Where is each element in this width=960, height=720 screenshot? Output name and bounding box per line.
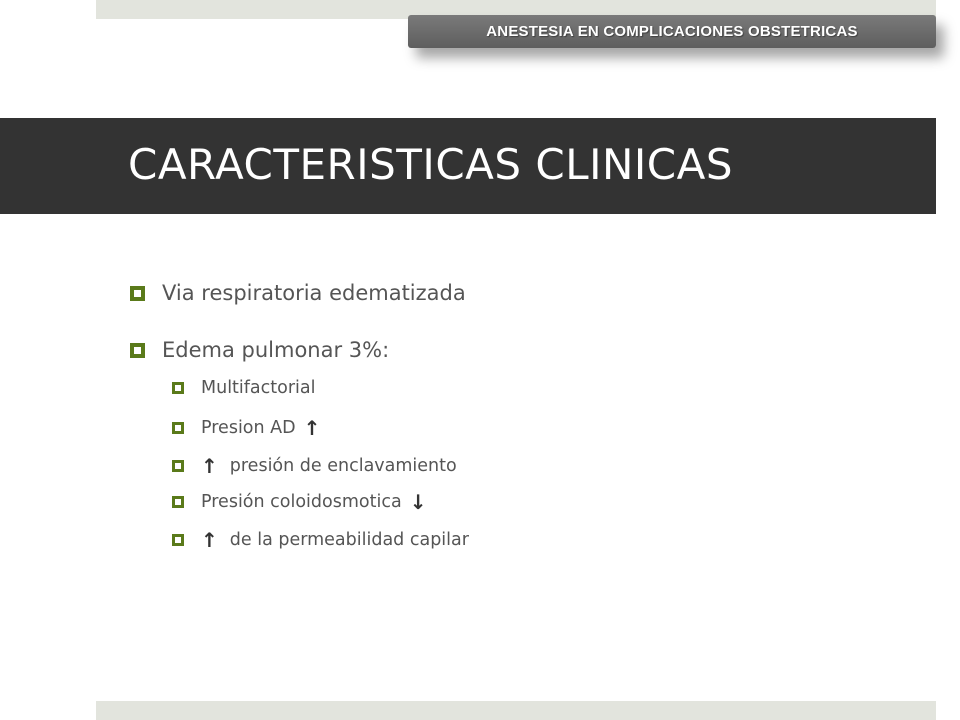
sub-bullet-presion-ad	[172, 416, 320, 440]
square-bullet-icon	[172, 496, 184, 508]
header-tag: ANESTESIA EN COMPLICACIONES OBSTETRICAS	[408, 15, 936, 48]
sub-bullet-permeabilidad-capilar	[172, 528, 469, 552]
sub-bullet-presion-enclavamiento	[172, 454, 457, 478]
bullet-text: presión de enclavamiento	[229, 456, 457, 476]
square-bullet-icon	[172, 422, 184, 434]
bullet-text: Multifactorial	[201, 378, 316, 398]
sub-bullet-presion-coloidosmotica	[172, 490, 426, 514]
square-bullet-icon	[130, 343, 145, 358]
bullet-text: Via respiratoria edematizada	[162, 281, 466, 305]
bullet-edema-pulmonar	[130, 338, 389, 362]
bottom-decor-band	[96, 701, 936, 720]
sub-bullet-multifactorial	[172, 378, 316, 398]
bullet-via-respiratoria	[130, 281, 466, 305]
square-bullet-icon	[172, 382, 184, 394]
arrow-up-icon: ↑	[201, 454, 218, 478]
square-bullet-icon	[130, 286, 145, 301]
square-bullet-icon	[172, 534, 184, 546]
bullet-text: de la permeabilidad capilar	[229, 530, 469, 550]
bullet-text: Presión coloidosmotica	[201, 492, 402, 512]
arrow-up-icon: ↑	[201, 528, 218, 552]
square-bullet-icon	[172, 460, 184, 472]
bullet-text: Edema pulmonar 3%:	[162, 338, 390, 362]
slide-title: CARACTERISTICAS CLINICAS	[128, 140, 734, 189]
bullet-text: Presion AD	[201, 418, 296, 438]
arrow-up-icon: ↑	[303, 416, 321, 440]
arrow-down-icon: ↓	[409, 490, 427, 514]
